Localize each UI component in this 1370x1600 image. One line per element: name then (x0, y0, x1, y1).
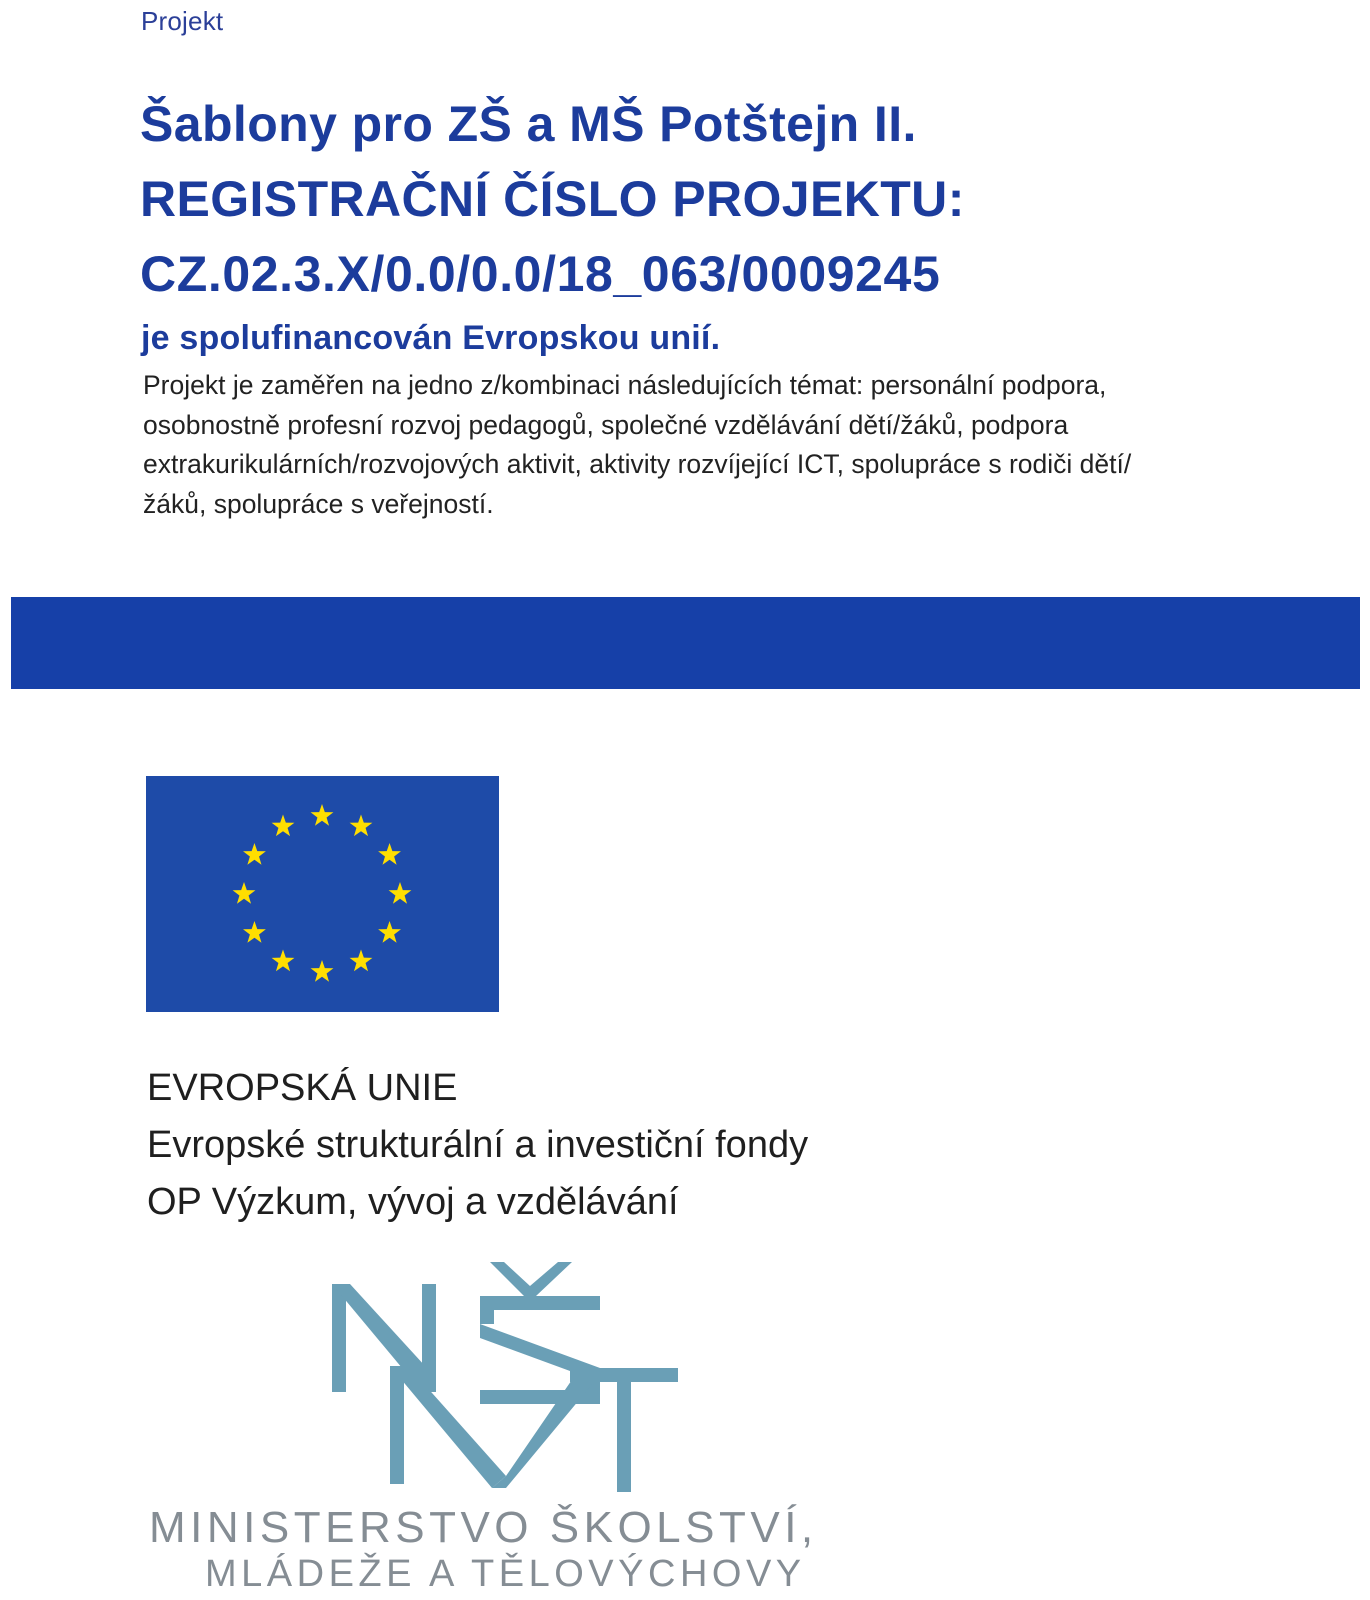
eu-programme: OP Výzkum, vývoj a vzdělávání (147, 1181, 679, 1223)
eu-star-icon (378, 843, 401, 865)
project-label: Projekt (141, 6, 224, 36)
eu-star-icon (311, 960, 334, 982)
registration-number: CZ.02.3.X/0.0/0.0/18_063/0009245 (140, 246, 941, 302)
cofinance-statement: je spolufinancován Evropskou unií. (141, 319, 721, 357)
msmt-monogram (330, 1256, 690, 1496)
eu-text-block (147, 1060, 808, 1231)
eu-star-icon (350, 814, 373, 836)
eu-funds: Evropské strukturální a investiční fondy (147, 1124, 809, 1166)
blue-divider-band (11, 597, 1360, 689)
project-description: Projekt je zaměřen na jedno z/kombinaci následujících témat: personální podpora, osobnostně profesní rozvoj pedagogů, společné vzdělávání dětí/žáků, podpora extrakurikulárních/rozvojových aktivit, aktivity rozvíjející ICT, spolupráce s rodiči dětí/žáků, spolupráce s veřejností. (143, 370, 1132, 519)
project-title: Šablony pro ZŠ a MŠ Potštejn II. (140, 96, 917, 152)
registration-number-label: REGISTRAČNÍ ČÍSLO PROJEKTU: (140, 171, 965, 227)
eu-name: EVROPSKÁ UNIE (147, 1067, 458, 1109)
eu-star-icon (233, 882, 256, 904)
ministry-name-line-2: MLÁDEŽE A TĚLOVÝCHOVY (205, 1553, 806, 1595)
eu-star-icon (243, 921, 266, 943)
eu-star-icon (272, 814, 295, 836)
ministry-name-line-1: MINISTERSTVO ŠKOLSTVÍ, (149, 1503, 818, 1552)
eu-flag-stars (146, 776, 499, 1012)
eu-star-icon (272, 950, 295, 972)
eu-star-icon (243, 843, 266, 865)
eu-star-icon (350, 950, 373, 972)
eu-star-icon (389, 882, 412, 904)
eu-flag-icon (146, 776, 499, 1012)
eu-star-icon (311, 804, 334, 826)
msmt-logo-icon (330, 1256, 690, 1496)
eu-star-icon (378, 921, 401, 943)
